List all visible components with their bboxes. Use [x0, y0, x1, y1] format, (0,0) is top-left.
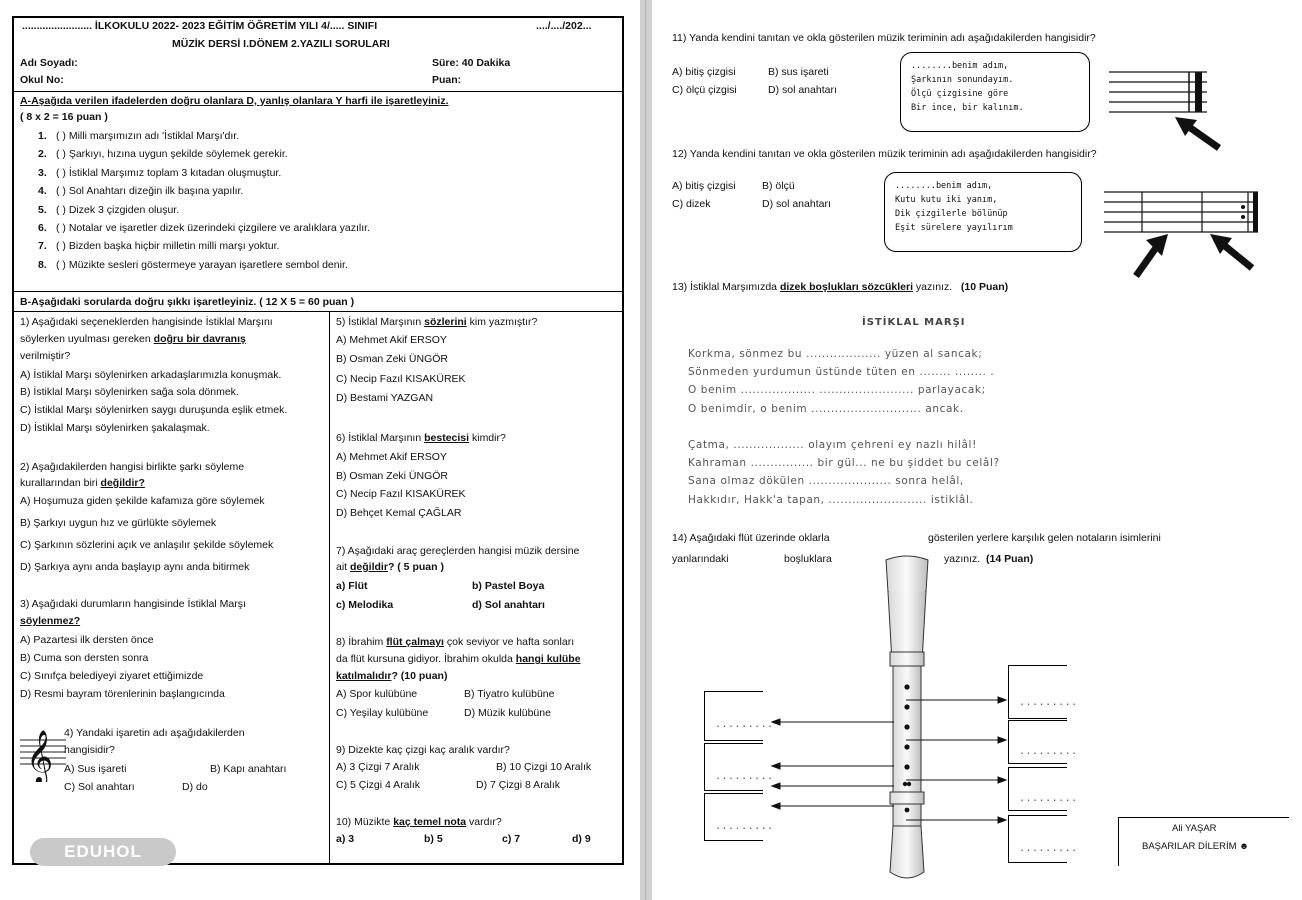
anthem-line: Sönmeden yurdumun üstünde tüten en ........ ........ .	[688, 366, 995, 379]
anthem-line: Korkma, sönmez bu ................... yüzen al sancak;	[688, 348, 983, 360]
q14-points: (14 Puan)	[986, 553, 1034, 565]
q1-option-c[interactable]: C) İstiklal Marşı söylenirken saygı duruşunda eşlik etmek.	[20, 404, 288, 416]
q12-speech-bubble	[884, 172, 1082, 252]
q5-emphasis: sözlerini	[424, 316, 467, 328]
q9-option-b[interactable]: B) 10 Çizgi 10 Aralık	[496, 761, 592, 773]
anthem-line: O benim ................... ........................ parlayacak;	[688, 384, 986, 397]
tf-item-text[interactable]: ( ) Sol Anahtarı dizeğin ilk başına yapılır.	[56, 185, 244, 198]
q10-option-c[interactable]: c) 7	[502, 833, 521, 845]
q5-option-b[interactable]: B) Osman Zeki ÜNGÖR	[336, 353, 449, 365]
section-a-points: ( 8 x 2 = 16 puan )	[20, 111, 108, 123]
q4-option-a[interactable]: A) Sus işareti	[64, 763, 127, 775]
tf-item-text[interactable]: ( ) Bizden başka hiçbir milletin milli marşı yoktur.	[56, 240, 280, 253]
bubble-line: Bir ince, bir kalınım.	[911, 103, 1024, 113]
answer-blank: .........	[1019, 746, 1078, 757]
q8-emphasis: katılmalıdır	[336, 670, 392, 682]
exam-page-left	[0, 0, 640, 900]
answer-box[interactable]	[704, 691, 774, 741]
q8-option-b[interactable]: B) Tiyatro kulübüne	[464, 688, 555, 700]
q1-option-b[interactable]: B) İstiklal Marşı söylenirken sağa sola dönmek.	[20, 386, 239, 398]
q12-text: 12) Yanda kendini tanıtan ve okla gösterilen müzik teriminin adı aşağıdakilerden hangisidir?	[672, 148, 1097, 160]
tf-item-number: 7.	[38, 240, 47, 253]
q1-option-a[interactable]: A) İstiklal Marşı söylenirken arkadaşlarımızla konuşmak.	[20, 369, 282, 381]
q8-text: çok seviyor ve hafta sonları	[443, 636, 575, 648]
q5-option-a[interactable]: A) Mehmet Akif ERSOY	[336, 334, 447, 346]
header-date: ..../..../202...	[536, 20, 592, 32]
eduhol-watermark: EDUHOL	[30, 838, 176, 866]
q2-text: 2) Aşağıdakilerden hangisi birlikte şarkı söyleme	[20, 461, 245, 473]
anthem-line: Sana olmaz dökülen ..................... sonra helâl,	[688, 475, 964, 488]
q4-text: 4) Yandaki işaretin adı aşağıdakilerden	[64, 727, 245, 739]
q3-option-b[interactable]: B) Cuma son dersten sonra	[20, 652, 149, 664]
q8-points: ? (10 puan)	[391, 670, 448, 682]
q3-emphasis: söylenmez?	[20, 615, 81, 627]
q12-option-c[interactable]: C) dizek	[672, 198, 711, 210]
answer-box[interactable]	[704, 743, 774, 791]
answer-box[interactable]	[704, 793, 774, 841]
answer-blank: .........	[715, 771, 774, 782]
duration-label: Süre: 40 Dakika	[432, 57, 511, 69]
class-label: Okul No:	[20, 74, 64, 86]
q2-option-a[interactable]: A) Hoşumuza giden şekilde kafamıza göre söylemek	[20, 495, 265, 507]
answer-blank: .........	[1019, 843, 1078, 854]
q8-option-d[interactable]: D) Müzik kulübüne	[464, 707, 551, 719]
bubble-line: Eşit sürelere yayılırım	[895, 223, 1013, 233]
tf-item-text[interactable]: ( ) Şarkıyı, hızına uygun şekilde söylemek gerekir.	[56, 148, 288, 161]
teacher-name: Ali YAŞAR	[1172, 823, 1217, 834]
q7-text: 7) Aşağıdaki araç gereçlerden hangisi müzik dersine	[336, 545, 580, 557]
anthem-line: Hakkıdır, Hakk'a tapan, ......................... istiklâl.	[688, 493, 974, 506]
answer-box[interactable]	[1008, 720, 1078, 764]
q5-text: kim yazmıştır?	[466, 316, 538, 328]
q12-option-a[interactable]: A) bitiş çizgisi	[672, 180, 736, 192]
q7-points: ? ( 5 puan )	[387, 561, 444, 573]
anthem-line: O benimdir, o benim ............................ ancak.	[688, 402, 964, 415]
tf-item-number: 1.	[38, 130, 47, 142]
q13-points: (10 Puan)	[960, 281, 1009, 293]
answer-blank: .........	[1019, 697, 1078, 708]
q6-text: kimdir?	[469, 432, 506, 444]
section-a-title: A-Aşağıda verilen ifadelerden doğru olanlara D, yanlış olanlara Y harfi ile işaretleyiniz.	[20, 95, 449, 107]
q14-text: 14) Aşağıdaki flüt üzerinde oklarla	[672, 532, 830, 544]
tf-item-text[interactable]: ( ) İstiklal Marşımız toplam 3 kıtadan oluşmuştur.	[56, 166, 282, 179]
q4-option-d[interactable]: D) do	[182, 781, 208, 793]
q13-text: 13) İstiklal Marşımızda	[672, 281, 780, 293]
q3-option-a[interactable]: A) Pazartesi ilk dersten önce	[20, 634, 154, 646]
header-school: ........................ İLKOKULU 2022- 2023 EĞİTİM ÖĞRETİM YILI 4/..... SINIFI	[22, 20, 378, 32]
answer-blank: .........	[1019, 793, 1078, 804]
q5-option-d[interactable]: D) Bestami YAZGAN	[336, 392, 434, 404]
q12-option-b[interactable]: B) ölçü	[762, 180, 795, 192]
q1-text: 1) Aşağıdaki seçeneklerden hangisinde İstiklal Marşını	[20, 316, 273, 328]
q7-option-b[interactable]: b) Pastel Boya	[472, 580, 545, 592]
q8-text: 8) İbrahim	[336, 636, 387, 648]
divider	[12, 291, 624, 292]
bubble-line: Kutu kutu iki yanım,	[895, 195, 998, 205]
tf-item-number: 3.	[38, 166, 47, 179]
q11-option-a[interactable]: A) bitiş çizgisi	[672, 66, 736, 78]
q3-option-d[interactable]: D) Resmi bayram törenlerinin başlangıcında	[20, 688, 225, 700]
q1-text: söylerken uyulması gereken	[20, 333, 154, 345]
name-label: Adı Soyadı:	[20, 57, 78, 69]
q6-option-d[interactable]: D) Behçet Kemal ÇAĞLAR	[336, 507, 462, 519]
q6-option-b[interactable]: B) Osman Zeki ÜNGÖR	[336, 470, 449, 482]
q11-speech-bubble	[900, 52, 1090, 132]
answer-box[interactable]	[1008, 665, 1078, 719]
q14-text: yazınız.	[944, 553, 981, 565]
svg-text:𝄞: 𝄞	[26, 729, 54, 782]
tf-item-number: 4.	[38, 185, 47, 198]
q13-emphasis: dizek boşlukları sözcükleri	[779, 281, 914, 293]
tf-item-number: 5.	[38, 203, 47, 216]
answer-blank: .........	[715, 719, 774, 730]
q10-option-d[interactable]: d) 9	[572, 833, 591, 845]
q6-emphasis: bestecisi	[424, 432, 470, 444]
header-title: MÜZİK DERSİ I.DÖNEM 2.YAZILI SORULARI	[172, 38, 390, 50]
section-b-title: B-Aşağıdaki sorularda doğru şıkkı işaretleyiniz. ( 12 X 5 = 60 puan )	[20, 296, 355, 308]
tf-item-text[interactable]: ( ) Dizek 3 çizgiden oluşur.	[56, 203, 180, 216]
tf-item-number: 2.	[38, 148, 47, 161]
anthem-line: Kahraman ................ bir gül... ne bu şiddet bu celâl?	[688, 457, 1000, 470]
bubble-line: Ölçü çizgisine göre	[911, 89, 1009, 99]
q14-text: boşluklara	[784, 553, 832, 565]
tf-item-text[interactable]: ( ) Milli marşımızın adı 'İstiklal Marşı'dır.	[56, 130, 240, 142]
q2-text: kurallarından biri	[20, 477, 101, 489]
score-label: Puan:	[432, 74, 462, 86]
measure-staff-image	[1102, 180, 1262, 290]
bubble-line: ........benim adım,	[895, 181, 993, 191]
q1-option-d[interactable]: D) İstiklal Marşı söylenirken şakalaşmak.	[20, 422, 210, 434]
q5-option-c[interactable]: C) Necip Fazıl KISAKÜREK	[336, 373, 466, 385]
bubble-line: Şarkının sonundayım.	[911, 75, 1014, 85]
q1-emphasis: doğru bir davranış	[153, 333, 246, 345]
tf-item-text[interactable]: ( ) Notalar ve işaretler dizek üzerindeki çizgilere ve aralıklara yazılır.	[56, 222, 370, 234]
q4-option-c[interactable]: C) Sol anahtarı	[64, 781, 135, 793]
right-arrows	[902, 680, 1012, 840]
q8-emphasis: flüt çalmayı	[386, 636, 444, 648]
q7-text: ait	[336, 561, 351, 573]
q10-option-b[interactable]: b) 5	[424, 833, 443, 845]
bubble-line: ........benim adım,	[911, 61, 1009, 71]
q6-text: 6) İstiklal Marşının	[336, 432, 425, 444]
answer-box[interactable]	[1008, 815, 1078, 863]
q7-option-d[interactable]: d) Sol anahtarı	[472, 599, 545, 611]
q2-option-b[interactable]: B) Şarkıyı uygun hız ve gürlükte söylemek	[20, 517, 217, 529]
q10-option-a[interactable]: a) 3	[336, 833, 355, 845]
answer-blank: .........	[715, 821, 774, 832]
q9-option-d[interactable]: D) 7 Çizgi 8 Aralık	[476, 779, 561, 791]
q2-option-c[interactable]: C) Şarkının sözlerini açık ve anlaşılır şekilde söylemek	[20, 539, 274, 551]
q9-option-a[interactable]: A) 3 Çizgi 7 Aralık	[336, 761, 420, 773]
q4-text: hangisidir?	[64, 744, 115, 756]
bubble-line: Dik çizgilerle bölünüp	[895, 209, 1008, 219]
q11-option-d[interactable]: D) sol anahtarı	[768, 84, 837, 96]
q14-text: yanlarındaki	[672, 553, 729, 565]
divider	[12, 91, 624, 92]
q13-text: yazınız.	[913, 281, 953, 293]
q9-option-c[interactable]: C) 5 Çizgi 4 Aralık	[336, 779, 421, 791]
q6-option-a[interactable]: A) Mehmet Akif ERSOY	[336, 451, 447, 463]
q10-emphasis: kaç temel nota	[393, 816, 467, 828]
tf-item-number: 8.	[38, 258, 47, 271]
q6-option-c[interactable]: C) Necip Fazıl KISAKÜREK	[336, 488, 466, 500]
q8-option-a[interactable]: A) Spor kulübüne	[336, 688, 418, 700]
q11-option-c[interactable]: C) ölçü çizgisi	[672, 84, 737, 96]
q8-emphasis: hangi kulübe	[515, 653, 581, 665]
q2-emphasis: değildir?	[100, 477, 145, 489]
q14-text: gösterilen yerlere karşılık gelen notaların isimlerini	[928, 532, 1161, 544]
tf-item-number: 6.	[38, 222, 47, 234]
q11-option-b[interactable]: B) sus işareti	[768, 66, 829, 78]
q8-option-c[interactable]: C) Yeşilay kulübüne	[336, 707, 429, 719]
q10-text: vardır?	[466, 816, 502, 828]
q11-text: 11) Yanda kendini tanıtan ve okla gösterilen müzik teriminin adı aşağıdakilerden hangisidir?	[672, 32, 1096, 44]
answer-box[interactable]	[1008, 767, 1078, 811]
column-divider	[329, 311, 330, 865]
q5-text: 5) İstiklal Marşının	[336, 316, 425, 328]
page-gap	[640, 0, 652, 900]
q1-text: verilmiştir?	[20, 350, 71, 362]
anthem-line: Çatma, .................. olayım çehreni ey nazlı hilâl!	[688, 439, 977, 451]
divider	[12, 311, 624, 312]
q10-text: 10) Müzikte	[336, 816, 394, 828]
treble-clef-icon	[18, 722, 68, 782]
q8-text: da flüt kursuna gidiyor. İbrahim okulda	[336, 653, 516, 665]
q7-emphasis: değildir	[350, 561, 388, 573]
exam-page-right	[652, 0, 1302, 900]
q12-option-d[interactable]: D) sol anahtarı	[762, 198, 831, 210]
q4-option-b[interactable]: B) Kapı anahtarı	[210, 763, 287, 775]
q2-option-d[interactable]: D) Şarkıya aynı anda başlayıp aynı anda bitirmek	[20, 561, 250, 573]
q7-option-a[interactable]: a) Flüt	[336, 580, 368, 592]
tf-item-text[interactable]: ( ) Müzikte sesleri göstermeye yarayan işaretlere sembol denir.	[56, 258, 348, 271]
closing-wish: BAŞARILAR DİLERİM ☻	[1142, 841, 1250, 852]
q7-option-c[interactable]: c) Melodika	[336, 599, 394, 611]
final-barline-staff-image	[1107, 60, 1257, 160]
q3-text: 3) Aşağıdaki durumların hangisinde İstiklal Marşı	[20, 598, 246, 610]
anthem-title: İSTİKLAL MARŞI	[862, 317, 966, 328]
q3-option-c[interactable]: C) Sınıfça belediyeyi ziyaret ettiğimizde	[20, 670, 204, 682]
q9-text: 9) Dizekte kaç çizgi kaç aralık vardır?	[336, 744, 510, 756]
